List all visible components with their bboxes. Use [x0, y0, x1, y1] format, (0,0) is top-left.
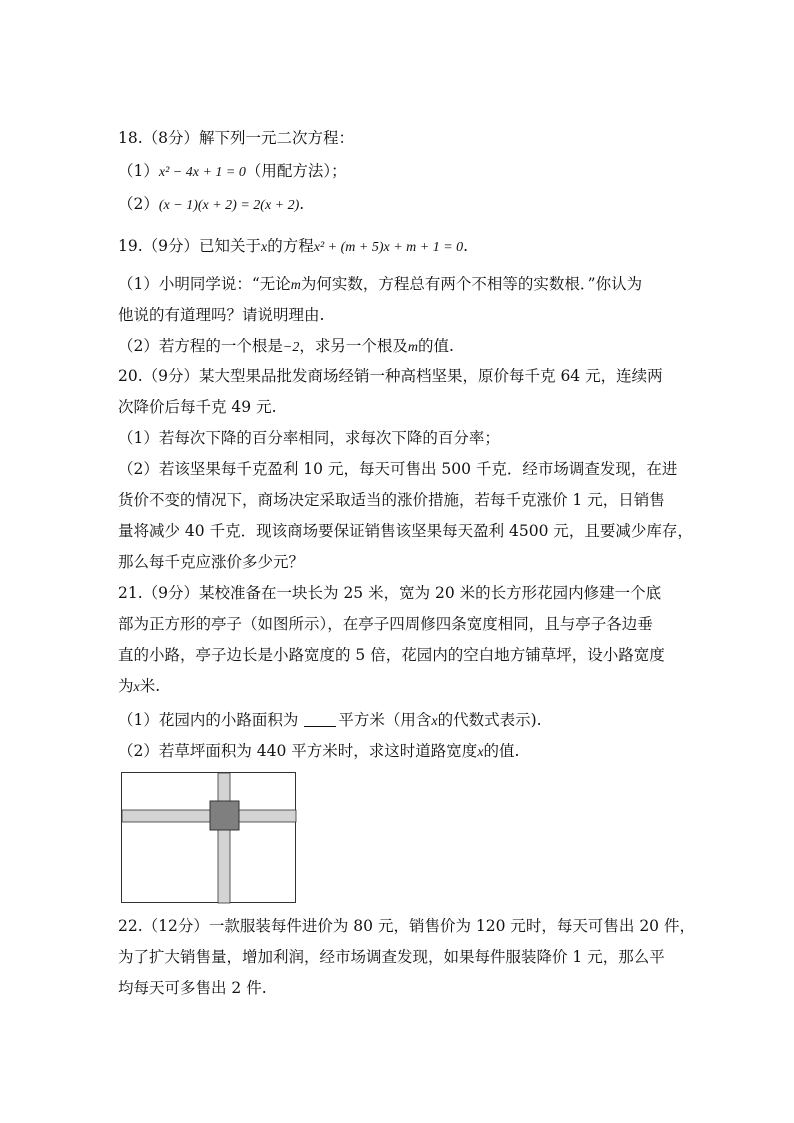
- q20-line-5: 货价不变的情况下，商场决定采取适当的涨价措施，若每千克涨价 1 元，日销售: [118, 491, 665, 509]
- q18-part2: [118, 194, 304, 216]
- q18-part1-equation: x² − 4x + 1 = 0: [158, 165, 246, 180]
- q21-part2-text-b: 的值.: [483, 742, 520, 760]
- q21-part2-text-a: （2）若草坪面积为 440 平方米时，求这时道路宽度: [118, 742, 478, 760]
- q19-part2-text-a: （2）若方程的一个根是: [118, 337, 283, 355]
- q20-line-6: 量将减少 40 千克．现该商场要保证销售该坚果每天盈利 4500 元，且要减少库存，: [118, 522, 693, 540]
- q21-line-4: [118, 676, 160, 698]
- q20-line-3: （1）若每次下降的百分率相同，求每次下降的百分率；: [118, 429, 500, 447]
- q18-part1: [118, 161, 347, 183]
- q19-part2-text-b: ，求另一个根及: [299, 337, 408, 355]
- q22-line-2: 为了扩大销售量，增加利润，经市场调查发现，如果每件服装降价 1 元，那么平: [118, 948, 665, 966]
- q20-line-1: 20.（9分）某大型果品批发商场经销一种高档坚果，原价每千克 64 元，连续两: [118, 367, 663, 385]
- q19-title-text: 19.（9分）已知关于: [118, 237, 262, 255]
- q19-part1-line1: [118, 274, 642, 296]
- q19-part2-text-c: 的值.: [417, 337, 454, 355]
- garden-outline: [122, 773, 296, 903]
- q19-equation: x² + (m + 5)x + m + 1 = 0: [313, 240, 464, 255]
- q18-part2-number: （2）: [118, 195, 159, 213]
- q21-part1: [118, 710, 542, 732]
- q19-part1-text-a: （1）小明同学说：“无论: [118, 275, 291, 293]
- q21-line-3: 直的小路，亭子边长是小路宽度的 5 倍，花园内的空白地方铺草坪，设小路宽度: [118, 646, 665, 664]
- q19-part1-text-b: 为何实数，方程总有两个不相等的实数根．”你认为: [300, 275, 643, 293]
- q21-part1-text-c: 的代数式表示).: [437, 711, 542, 729]
- q19-variable-x: x: [261, 240, 268, 255]
- q21-line-4-variable: x: [133, 680, 140, 695]
- q18-part1-number: （1）: [118, 162, 159, 180]
- pavilion-square: [210, 801, 239, 830]
- garden-figure: [121, 772, 299, 906]
- q21-part1-variable: x: [431, 714, 438, 729]
- q21-part1-text-a: （1）花园内的小路面积为: [118, 711, 299, 729]
- q20-line-7: 那么每千克应涨价多少元？: [118, 553, 305, 571]
- answer-blank[interactable]: [304, 712, 336, 727]
- q22-line-3: 均每天可多售出 2 件.: [118, 979, 267, 997]
- horizontal-path: [122, 810, 296, 822]
- q21-line-4-text-a: 为: [118, 677, 134, 695]
- q22-line-1: 22.（12分）一款服装每件进价为 80 元，销售价为 120 元时，每天可售出 20 件，: [118, 917, 695, 935]
- q21-part2-variable: x: [477, 745, 484, 760]
- q19-title-end: .: [463, 237, 469, 255]
- q19-title-mid: 的方程: [267, 237, 314, 255]
- q21-part1-text-b: 平方米（用含: [338, 711, 432, 729]
- q18-title: 18.（8分）解下列一元二次方程：: [118, 129, 355, 147]
- q21-line-2: 部为正方形的亭子（如图所示），在亭子四周修四条宽度相同，且与亭子各边垂: [118, 615, 653, 633]
- q19-part1-line2: 他说的有道理吗？请说明理由.: [118, 306, 325, 324]
- q20-line-2: 次降价后每千克 49 元.: [118, 398, 277, 416]
- q18-part1-note: （用配方法）；: [245, 162, 347, 180]
- vertical-path: [218, 773, 230, 903]
- q19-title: [118, 236, 468, 258]
- q21-line-1: 21.（9分）某校准备在一块长为 25 米，宽为 20 米的长方形花园内修建一个底: [118, 584, 662, 602]
- q19-part1-variable: m: [290, 278, 301, 293]
- q19-part2: [118, 336, 454, 358]
- q18-part2-equation: (x − 1)(x + 2) = 2(x + 2): [158, 198, 300, 213]
- q18-part2-end: .: [299, 195, 305, 213]
- q19-part2-variable: m: [407, 340, 418, 355]
- q19-part2-value: −2: [282, 340, 300, 355]
- q20-line-4: （2）若该坚果每千克盈利 10 元，每天可售出 500 千克．经市场调查发现，在进: [118, 460, 678, 478]
- q21-line-4-text-b: 米.: [139, 677, 161, 695]
- q21-part2: [118, 741, 519, 763]
